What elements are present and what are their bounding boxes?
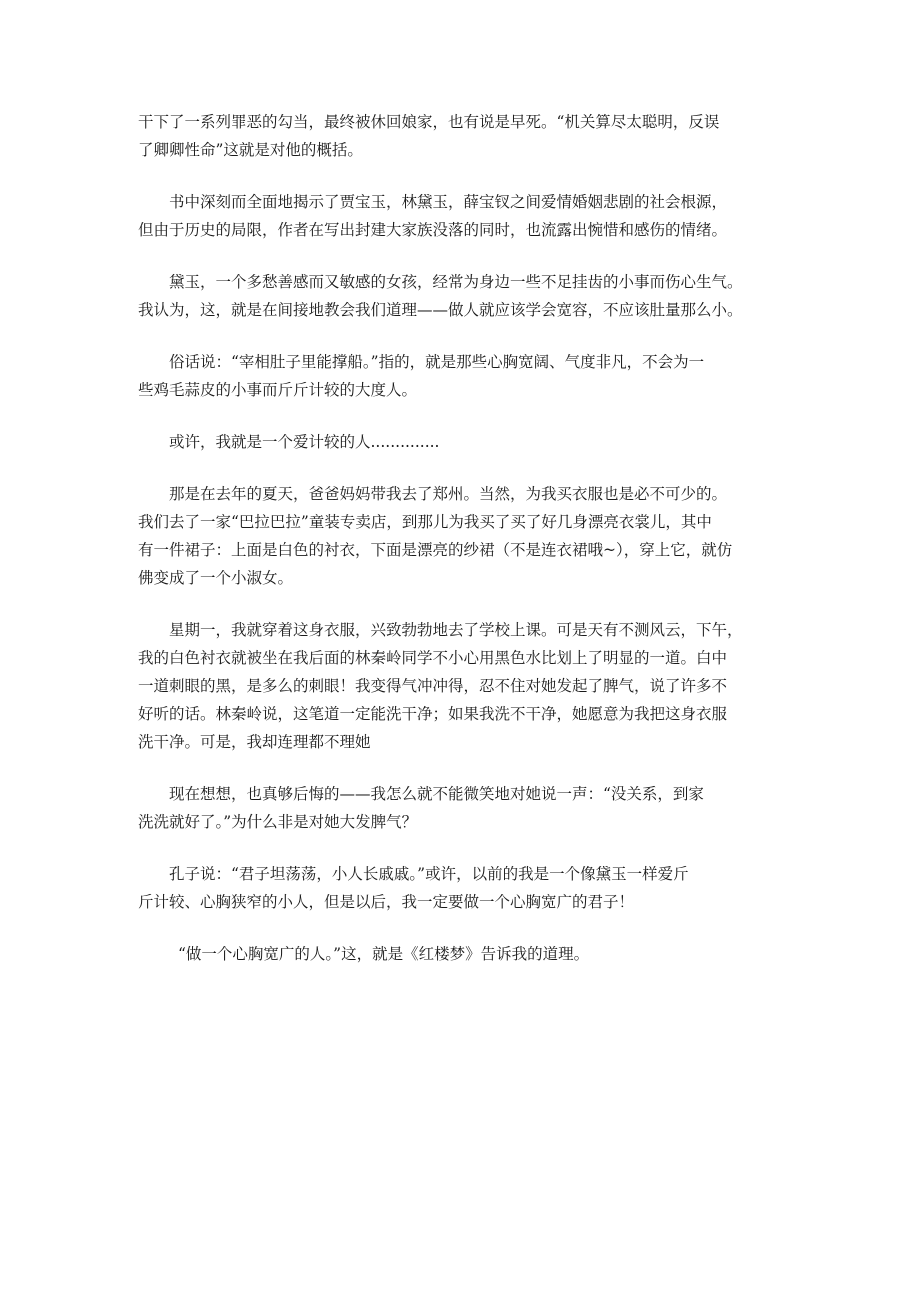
paragraph-8: 现在想想，也真够后悔的——我怎么就不能微笑地对她说一声：“没关系，到家 洗洗就好了。”为什么非是对她大发脾气？: [138, 785, 704, 831]
paragraph-6: 那是在去年的夏天，爸爸妈妈带我去了郑州。当然，为我买衣服也是必不可少的。 我们去了一家“巴拉巴拉”童装专卖店，到那儿为我买了买了好几身漂亮衣裳儿，其中 有一件裙子：上面是白色的衬衣，下面是漂亮的纱裙（不是连衣裙哦~），穿上它，就仿 佛变成了一个小淑女。: [138, 485, 733, 587]
paragraph-1: 干下了一系列罪恶的勾当，最终被休回娘家，也有说是早死。“机关算尽太聪明，反误 了卿卿性命”这就是对他的概括。: [138, 113, 720, 159]
paragraph-4: 俗话说：“宰相肚子里能撑船。”指的，就是那些心胸宽阔、气度非凡，不会为一 些鸡毛蒜皮的小事而斤斤计较的大度人。: [138, 353, 705, 399]
paragraph-5: 或许，我就是一个爱计较的人..............: [169, 433, 440, 451]
document-body: [138, 108, 793, 992]
paragraph-3: 黛玉，一个多愁善感而又敏感的女孩，经常为身边一些不足挂齿的小事而伤心生气。 我认为，这，就是在间接地教会我们道理——做人就应该学会宽容，不应该肚量那么小。: [138, 273, 743, 319]
paragraph-7: 星期一，我就穿着这身衣服，兴致勃勃地去了学校上课。可是天有不测风云，下午， 我的白色衬衣就被坐在我后面的林秦岭同学不小心用黑色水比划上了明显的一道。白中 一道刺眼的黑，是多么的刺眼！我变得气冲冲得，忍不住对她发起了脾气，说了许多不 好听的话。林秦岭说，这笔道一定能洗干净；如果我洗不干净，她愿意为我把这身衣服 洗干净。可是，我却连理都不理她: [138, 621, 743, 751]
paragraph-2: 书中深刻而全面地揭示了贾宝玉，林黛玉，薛宝钗之间爱情婚姻悲剧的社会根源， 但由于历史的局限，作者在写出封建大家族没落的同时，也流露出惋惜和感伤的情绪。: [138, 193, 728, 239]
paragraph-9: 孔子说：“君子坦荡荡，小人长戚戚。”或许，以前的我是一个像黛玉一样爱斤 斤计较、心胸狭窄的小人，但是以后，我一定要做一个心胸宽广的君子！: [138, 865, 689, 911]
paragraph-10: “做一个心胸宽广的人。”这，就是《红楼梦》告诉我的道理。: [178, 945, 590, 963]
